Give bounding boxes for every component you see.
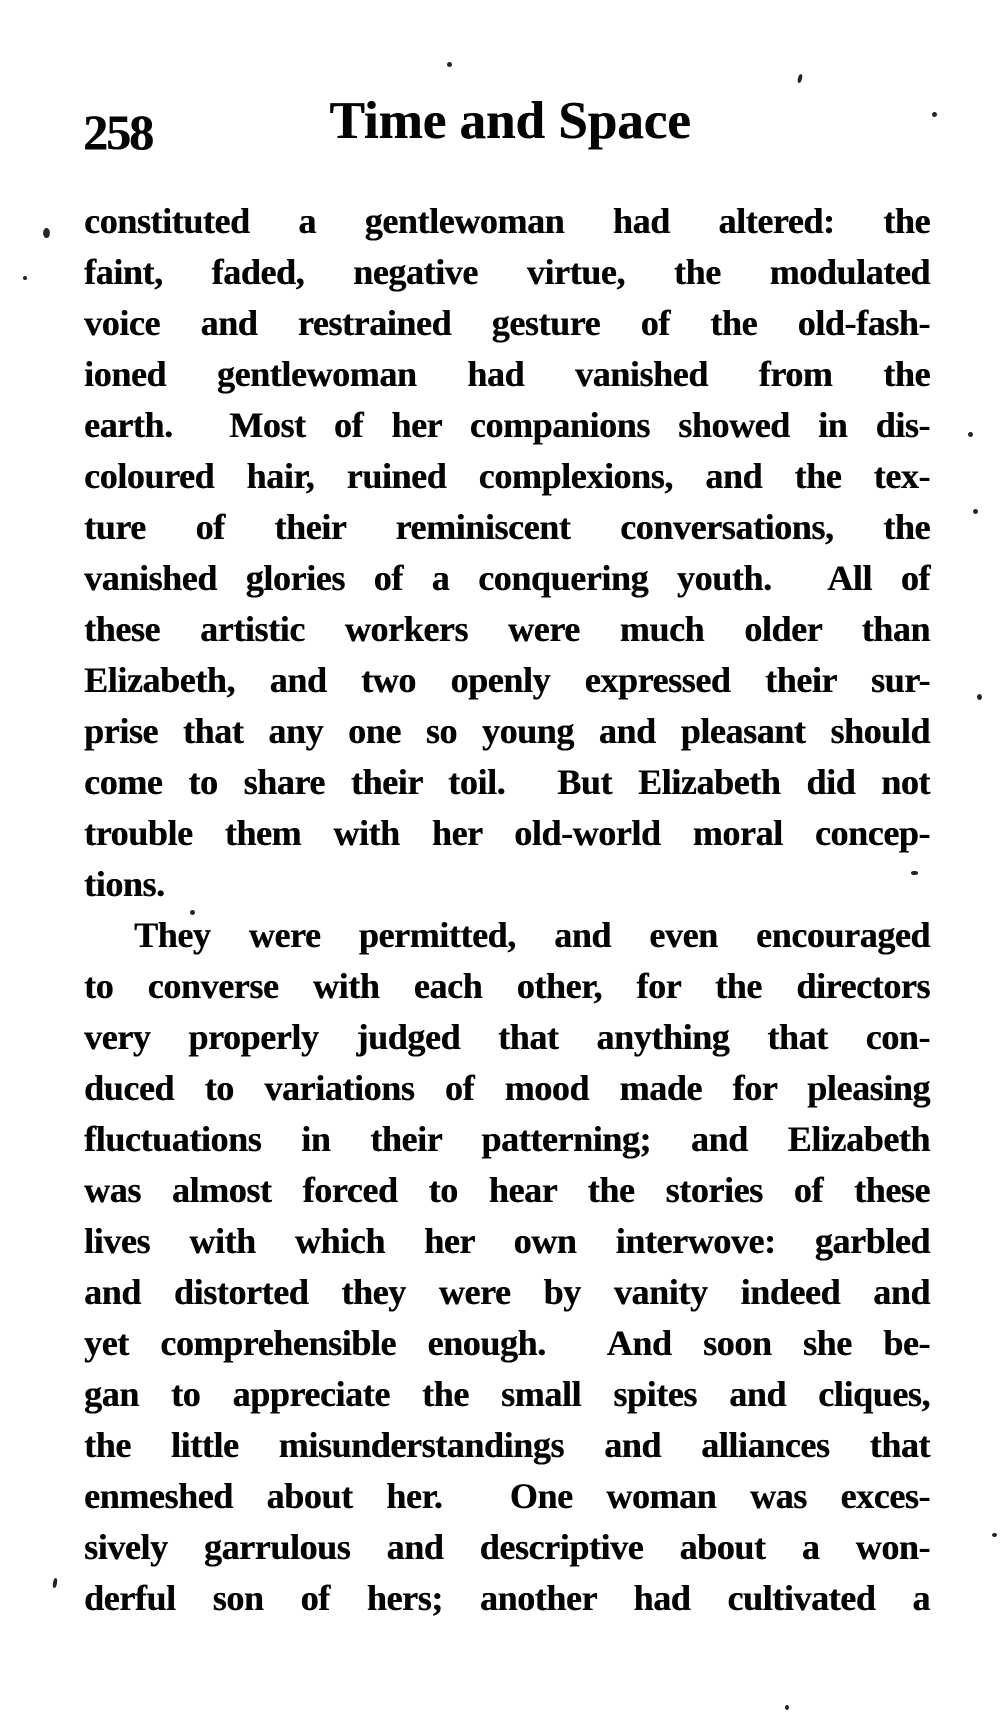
ink-speck — [190, 910, 195, 915]
ink-speck — [973, 509, 978, 514]
text-line: tions. — [84, 864, 165, 904]
text-line: sively garrulous and descriptive about a won- — [84, 1527, 930, 1567]
text-line: ioned gentlewoman had vanished from the — [84, 354, 930, 394]
text-line: was almost forced to hear the stories of these — [84, 1170, 930, 1210]
text-line: duced to variations of mood made for pleasing — [84, 1068, 930, 1108]
ink-speck — [968, 432, 973, 437]
text-line: voice and restrained gesture of the old-fash- — [84, 303, 930, 343]
body-text — [84, 196, 930, 1624]
page-number: 258 — [83, 104, 152, 160]
text-line: very properly judged that anything that con- — [84, 1017, 930, 1057]
text-line: enmeshed about her. One woman was exces- — [84, 1476, 930, 1516]
text-line: yet comprehensible enough. And soon she be- — [84, 1323, 930, 1363]
ink-speck — [797, 74, 803, 84]
ink-speck — [911, 871, 918, 875]
ink-speck — [23, 276, 27, 280]
text-line: They were permitted, and even encouraged — [134, 915, 930, 955]
text-line: these artistic workers were much older than — [84, 609, 930, 649]
text-line: earth. Most of her companions showed in dis- — [84, 405, 930, 445]
ink-speck — [992, 1533, 997, 1537]
ink-speck — [42, 227, 51, 238]
text-line: lives with which her own interwove: garbled — [84, 1221, 930, 1261]
text-line: trouble them with her old-world moral concep- — [84, 813, 930, 853]
text-line: gan to appreciate the small spites and cliques, — [84, 1374, 930, 1414]
text-line: prise that any one so young and pleasant should — [84, 711, 930, 751]
text-line: constituted a gentlewoman had altered: the — [84, 201, 930, 241]
text-line: come to share their toil. But Elizabeth did not — [84, 762, 930, 802]
text-line: to converse with each other, for the directors — [84, 966, 930, 1006]
text-line: and distorted they were by vanity indeed and — [84, 1272, 930, 1312]
text-line: the little misunderstandings and alliances that — [84, 1425, 930, 1465]
text-line: derful son of hers; another had cultivated a — [84, 1578, 930, 1618]
ink-speck — [52, 1578, 58, 1589]
text-line: ture of their reminiscent conversations, the — [84, 507, 930, 547]
text-line: faint, faded, negative virtue, the modulated — [84, 252, 930, 292]
text-line: coloured hair, ruined complexions, and the tex- — [84, 456, 930, 496]
text-line: fluctuations in their patterning; and Elizabeth — [84, 1119, 930, 1159]
text-line: vanished glories of a conquering youth. All of — [84, 558, 930, 598]
text-line: Elizabeth, and two openly expressed their sur- — [84, 660, 930, 700]
ink-speck — [977, 694, 982, 700]
ink-speck — [447, 62, 452, 67]
running-title: Time and Space — [329, 92, 691, 150]
ink-speck — [932, 112, 937, 117]
ink-speck — [785, 1705, 789, 1710]
